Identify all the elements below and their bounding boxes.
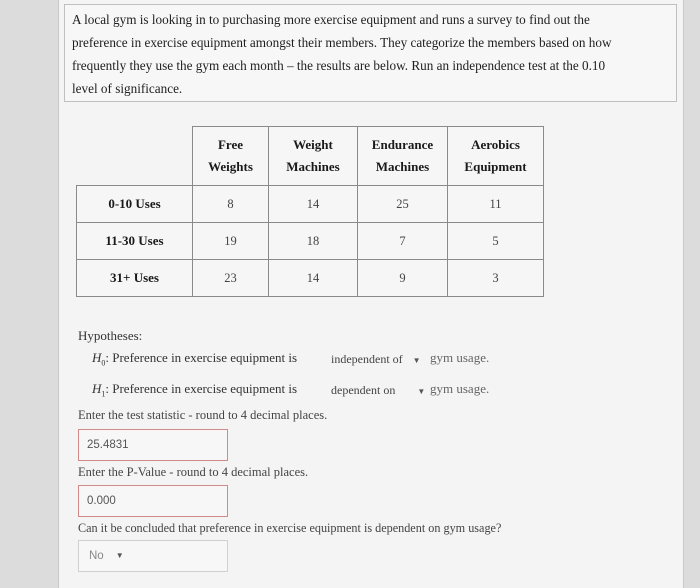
- h1-select-value: dependent on: [331, 383, 396, 397]
- h1-select[interactable]: [324, 382, 432, 399]
- h1-tail: gym usage.: [430, 381, 490, 396]
- h1-subscript: 1: [101, 389, 106, 399]
- table-cell: 23: [193, 260, 269, 297]
- table-row: [77, 186, 544, 223]
- table-cell: 14: [269, 260, 358, 297]
- header-line: Free: [217, 137, 244, 152]
- table-cell: 7: [358, 223, 448, 260]
- test-stat-prompt: Enter the test statistic - round to 4 decimal places.: [78, 408, 328, 422]
- question-line-4: level of significance.: [72, 81, 183, 96]
- contingency-table: [76, 126, 544, 297]
- header-line: Equipment: [464, 159, 527, 174]
- table-cell: 14: [269, 186, 358, 223]
- table-cell: 18: [269, 223, 358, 260]
- null-hypothesis: [92, 350, 297, 368]
- empty-corner-cell: [77, 127, 193, 186]
- h0-text: : Preference in exercise equipment is: [105, 350, 298, 365]
- header-line: Weights: [208, 159, 253, 174]
- h0-tail: gym usage.: [430, 350, 490, 365]
- chevron-down-icon: ▼: [115, 551, 124, 561]
- table-header-row: [77, 127, 544, 186]
- question-text: [72, 8, 668, 100]
- table-row: [77, 223, 544, 260]
- table-cell: 5: [448, 223, 544, 260]
- chevron-down-icon: ▼: [412, 355, 421, 365]
- h0-select[interactable]: [324, 351, 428, 368]
- row-label: 31+ Uses: [77, 260, 193, 297]
- question-line-2: preference in exercise equipment amongst their members. They categorize the members based on how: [72, 35, 612, 50]
- table-cell: 25: [358, 186, 448, 223]
- chevron-down-icon: ▼: [417, 386, 426, 396]
- header-free-weights: [193, 127, 269, 186]
- table-row: [77, 260, 544, 297]
- h0-subscript: 0: [101, 358, 106, 368]
- alternative-hypothesis: [92, 381, 297, 399]
- h1-symbol: H: [92, 381, 102, 396]
- p-value-prompt: Enter the P-Value - round to 4 decimal places.: [78, 465, 309, 479]
- conclusion-select[interactable]: [78, 540, 228, 572]
- header-line: Weight: [293, 137, 333, 152]
- h0-select-value: independent of: [331, 352, 403, 366]
- row-label: 0-10 Uses: [77, 186, 193, 223]
- test-stat-input[interactable]: 25.4831: [78, 429, 228, 461]
- table-cell: 19: [193, 223, 269, 260]
- header-endurance-machines: [358, 127, 448, 186]
- header-line: Machines: [375, 159, 430, 174]
- row-label: 11-30 Uses: [77, 223, 193, 260]
- h1-text: : Preference in exercise equipment is: [105, 381, 298, 396]
- table-cell: 8: [193, 186, 269, 223]
- table-cell: 11: [448, 186, 544, 223]
- h0-symbol: H: [92, 350, 102, 365]
- table-cell: 9: [358, 260, 448, 297]
- header-weight-machines: [269, 127, 358, 186]
- hypotheses-heading: Hypotheses:: [78, 328, 143, 343]
- p-value-input[interactable]: 0.000: [78, 485, 228, 517]
- question-line-1: A local gym is looking in to purchasing more exercise equipment and runs a survey to find out the: [72, 12, 590, 27]
- header-line: Aerobics: [471, 137, 520, 152]
- header-aerobics-equipment: [448, 127, 544, 186]
- table-cell: 3: [448, 260, 544, 297]
- question-line-3: frequently they use the gym each month – the results are below. Run an independence test at the 0.10: [72, 58, 606, 73]
- header-line: Endurance: [371, 137, 434, 152]
- conclusion-select-value: No: [89, 550, 104, 562]
- conclusion-prompt: Can it be concluded that preference in exercise equipment is dependent on gym usage?: [78, 521, 502, 535]
- header-line: Machines: [286, 159, 340, 174]
